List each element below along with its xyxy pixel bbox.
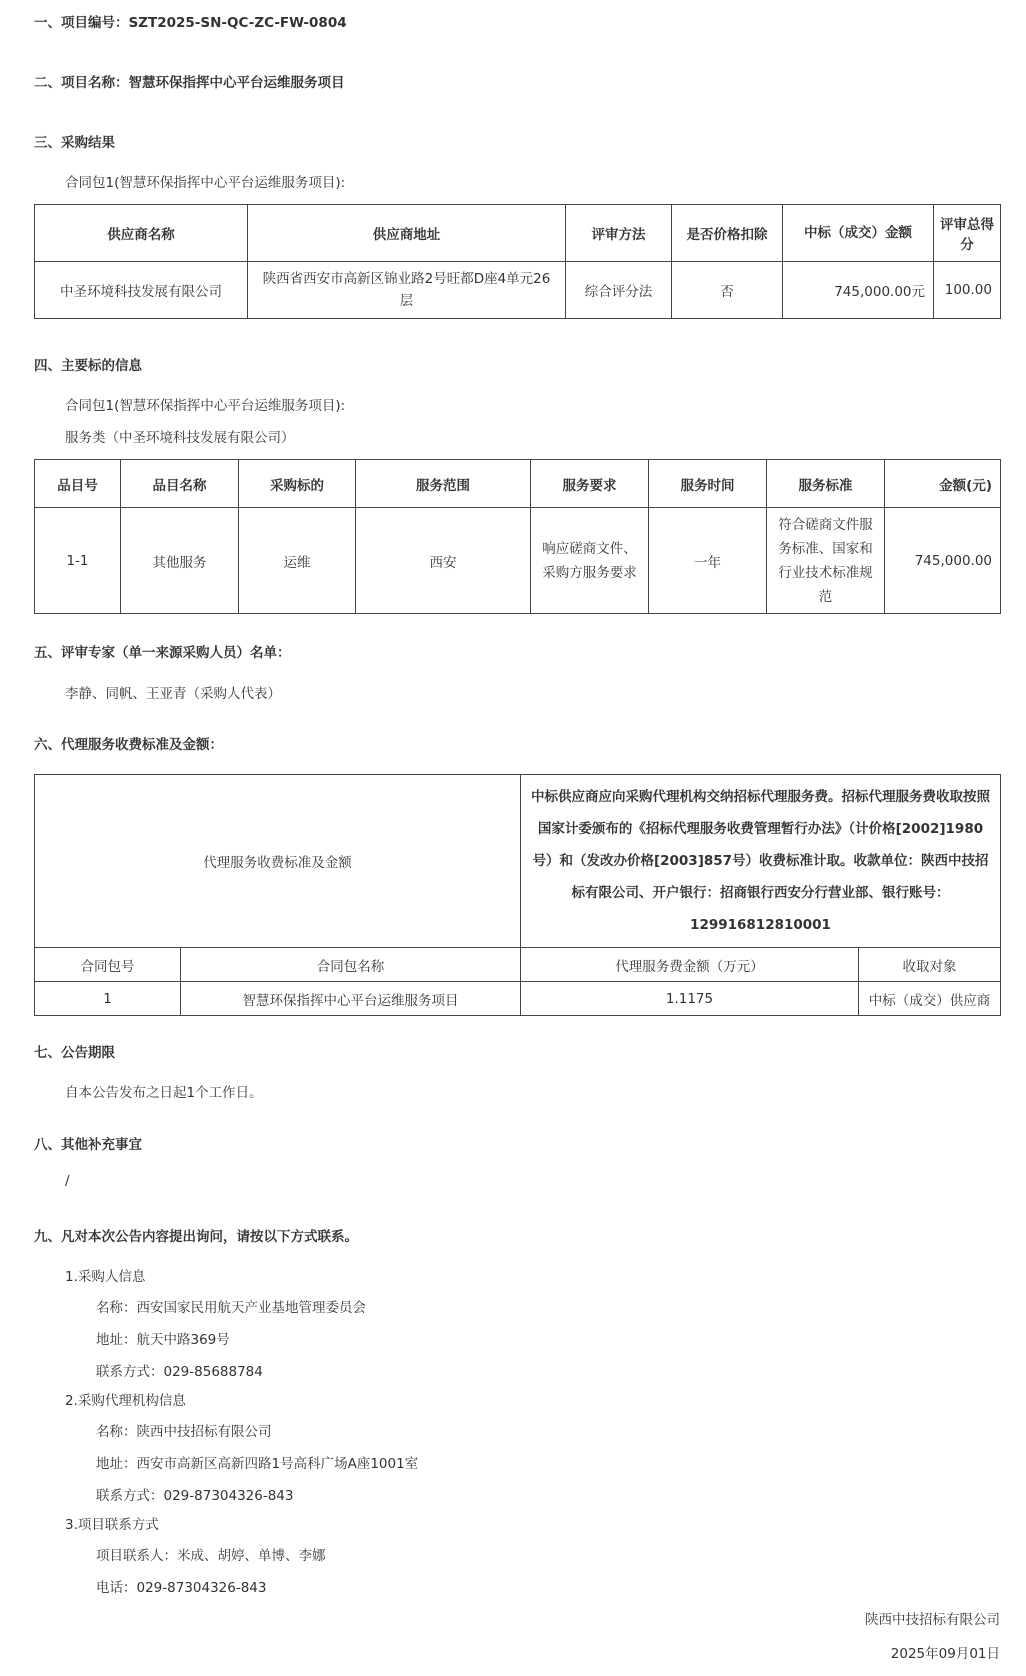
section-other: 八、其他补充事宜	[34, 1137, 142, 1153]
th-fee-amount: 代理服务费金额（万元）	[521, 948, 859, 982]
buyer-name: 名称：西安国家民用航天产业基地管理委员会	[96, 1300, 366, 1316]
buyer-phone: 联系方式：029-85688784	[96, 1364, 263, 1380]
th-supplier-address: 供应商地址	[248, 205, 566, 262]
buyer-heading: 1.采购人信息	[65, 1269, 146, 1285]
th-service-standard: 服务标准	[767, 460, 885, 508]
subject-table	[34, 459, 1001, 614]
table-row	[35, 262, 1001, 319]
cell-amount: 745,000.00	[885, 508, 1001, 614]
table-row	[35, 982, 1001, 1016]
cell-total-score: 100.00	[934, 262, 1001, 319]
project-name: 二、项目名称：智慧环保指挥中心平台运维服务项目	[34, 75, 345, 91]
cell-subject: 运维	[239, 508, 356, 614]
agent-address: 地址：西安市高新区高新四路1号高科广场A座1001室	[96, 1456, 419, 1472]
th-supplier-name: 供应商名称	[35, 205, 248, 262]
section-notice-period: 七、公告期限	[34, 1045, 115, 1061]
cell-service-standard: 符合磋商文件服务标准、国家和行业技术标准规范	[767, 508, 885, 614]
agent-heading: 2.采购代理机构信息	[65, 1393, 186, 1409]
cell-fee-label: 代理服务收费标准及金额	[35, 775, 521, 948]
th-subject: 采购标的	[239, 460, 356, 508]
s4-package-label: 合同包1(智慧环保指挥中心平台运维服务项目):	[65, 398, 346, 414]
cell-review-method: 综合评分法	[566, 262, 672, 319]
project-contact-heading: 3.项目联系方式	[65, 1517, 159, 1533]
s3-package-label: 合同包1(智慧环保指挥中心平台运维服务项目):	[65, 175, 346, 191]
section-experts: 五、评审专家（单一来源采购人员）名单：	[34, 645, 291, 661]
th-price-deduction: 是否价格扣除	[672, 205, 783, 262]
th-service-time: 服务时间	[649, 460, 767, 508]
agent-name: 名称：陕西中技招标有限公司	[96, 1424, 272, 1440]
cell-item-name: 其他服务	[121, 508, 239, 614]
cell-fee-description: 中标供应商应向采购代理机构交纳招标代理服务费。招标代理服务费收取按照国家计委颁布的《招标代理服务收费管理暂行办法》（计价格[2002]1980号）和（发改办价格[2003]857号）收费标准计取。收款单位：陕西中技招标有限公司、开户银行：招商银行西安分行营业部、银行账号：129916812810001	[521, 775, 1001, 948]
th-review-method: 评审方法	[566, 205, 672, 262]
footer-date: 2025年09月01日	[890, 1646, 1000, 1662]
th-item-name: 品目名称	[121, 460, 239, 508]
buyer-address: 地址：航天中路369号	[96, 1332, 230, 1348]
agency-fee-table	[34, 774, 1001, 1016]
cell-award-amount: 745,000.00元	[783, 262, 934, 319]
th-award-amount: 中标（成交）金额	[783, 205, 934, 262]
section-procurement-result: 三、采购结果	[34, 135, 115, 151]
project-contact-people: 项目联系人：米成、胡婷、单博、李娜	[96, 1548, 326, 1564]
cell-service-scope: 西安	[356, 508, 531, 614]
th-service-requirement: 服务要求	[531, 460, 649, 508]
th-total-score: 评审总得分	[934, 205, 1001, 262]
agent-phone: 联系方式：029-87304326-843	[96, 1488, 294, 1504]
cell-price-deduction: 否	[672, 262, 783, 319]
cell-supplier-name: 中圣环境科技发展有限公司	[35, 262, 248, 319]
cell-service-requirement: 响应磋商文件、采购方服务要求	[531, 508, 649, 614]
cell-package-no: 1	[35, 982, 181, 1016]
th-service-scope: 服务范围	[356, 460, 531, 508]
expert-names: 李静、同帆、王亚青（采购人代表）	[65, 686, 281, 702]
table-row	[35, 508, 1001, 614]
section-agency-fee: 六、代理服务收费标准及金额：	[34, 737, 223, 753]
result-table	[34, 204, 1001, 319]
th-item-no: 品目号	[35, 460, 121, 508]
cell-item-no: 1-1	[35, 508, 121, 614]
project-number: 一、项目编号：SZT2025-SN-QC-ZC-FW-0804	[34, 15, 347, 31]
cell-package-name: 智慧环保指挥中心平台运维服务项目	[181, 982, 521, 1016]
footer-organization: 陕西中技招标有限公司	[865, 1612, 1000, 1628]
s4-category-label: 服务类（中圣环境科技发展有限公司）	[65, 430, 295, 446]
section-contact: 九、凡对本次公告内容提出询问，请按以下方式联系。	[34, 1229, 358, 1245]
th-package-no: 合同包号	[35, 948, 181, 982]
notice-period-text: 自本公告发布之日起1个工作日。	[65, 1085, 263, 1101]
project-contact-phone: 电话：029-87304326-843	[96, 1580, 267, 1596]
th-amount: 金额(元)	[885, 460, 1001, 508]
cell-charge-target: 中标（成交）供应商	[859, 982, 1001, 1016]
cell-service-time: 一年	[649, 508, 767, 614]
th-package-name: 合同包名称	[181, 948, 521, 982]
cell-supplier-address: 陕西省西安市高新区锦业路2号旺都D座4单元26层	[248, 262, 566, 319]
th-charge-target: 收取对象	[859, 948, 1001, 982]
cell-fee-amount: 1.1175	[521, 982, 859, 1016]
other-text: /	[65, 1173, 70, 1189]
section-main-subject: 四、主要标的信息	[34, 358, 142, 374]
